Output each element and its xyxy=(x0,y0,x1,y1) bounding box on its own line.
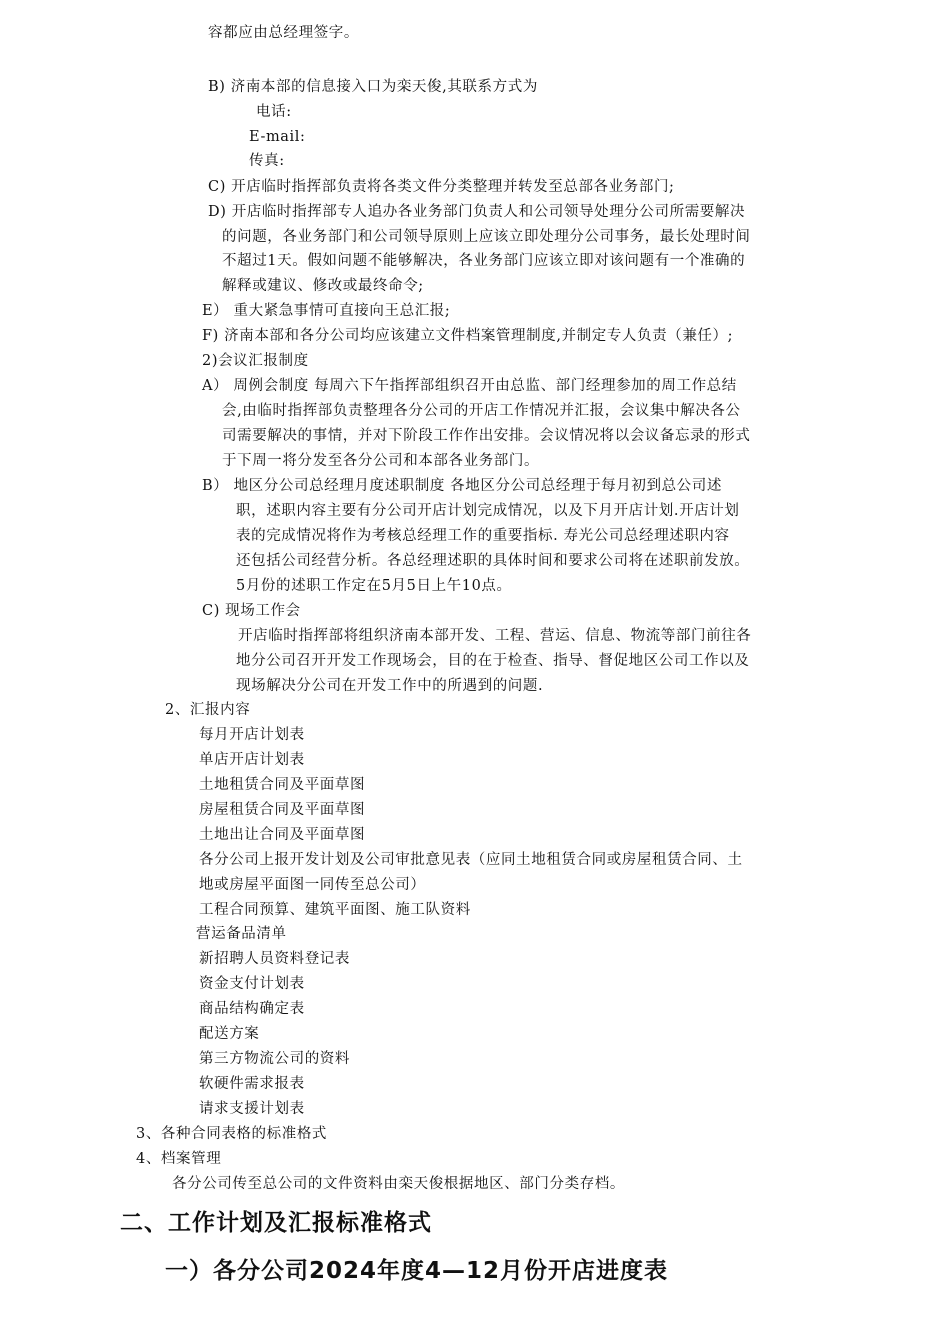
text-line: 2)会议汇报制度 xyxy=(202,353,309,369)
text-line: 4、档案管理 xyxy=(136,1151,222,1167)
text-line: C) 开店临时指挥部负责将各类文件分类整理并转发至总部各业务部门; xyxy=(208,179,675,195)
text-line: 单店开店计划表 xyxy=(199,752,305,768)
text-line: E） 重大紧急事情可直接向王总汇报; xyxy=(202,303,451,319)
text-line: 土地租赁合同及平面草图 xyxy=(199,777,366,793)
text-line: 还包括公司经营分析。各总经理述职的具体时间和要求公司将在述职前发放。 xyxy=(236,553,750,569)
text-line: 土地出让合同及平面草图 xyxy=(199,827,366,843)
text-line: F) 济南本部和各分公司均应该建立文件档案管理制度,并制定专人负责（兼任）; xyxy=(202,328,734,344)
text-line: 营运备品清单 xyxy=(196,926,287,942)
text-line: 地或房屋平面图一同传至总公司） xyxy=(199,877,426,893)
text-line: 解释或建议、修改或最终命令; xyxy=(222,278,424,294)
text-line: 容都应由总经理签字。 xyxy=(208,25,359,41)
text-line: 地分公司召开开发工作现场会，目的在于检查、指导、督促地区公司工作以及 xyxy=(236,653,750,669)
text-line: B) 济南本部的信息接入口为栾天俊,其联系方式为 xyxy=(208,79,538,95)
text-line: 不超过1天。假如问题不能够解决，各业务部门应该立即对该问题有一个准确的 xyxy=(222,253,746,269)
text-line: 工程合同预算、建筑平面图、施工队资料 xyxy=(199,902,471,918)
text-line: 软硬件需求报表 xyxy=(199,1076,305,1092)
text-line: D) 开店临时指挥部专人追办各业务部门负责人和公司领导处理分公司所需要解决 xyxy=(208,204,746,220)
text-line: 2、汇报内容 xyxy=(165,702,251,718)
text-line: B） 地区分公司总经理月度述职制度 各地区分公司总经理于每月初到总公司述 xyxy=(202,478,722,494)
text-line: 开店临时指挥部将组织济南本部开发、工程、营运、信息、物流等部门前往各 xyxy=(238,628,752,644)
text-line: 每月开店计划表 xyxy=(199,727,305,743)
text-line: 各分公司传至总公司的文件资料由栾天俊根据地区、部门分类存档。 xyxy=(172,1176,625,1192)
text-line: C) 现场工作会 xyxy=(202,603,301,619)
text-line: 现场解决分公司在开发工作中的所遇到的问题. xyxy=(236,678,544,694)
text-line: 职，述职内容主要有分公司开店计划完成情况，以及下月开店计划.开店计划 xyxy=(236,503,740,519)
text-line: 各分公司上报开发计划及公司审批意见表（应同土地租赁合同或房屋租赁合同、土 xyxy=(199,852,743,868)
text-line: 配送方案 xyxy=(199,1026,260,1042)
text-line: 5月份的述职工作定在5月5日上午10点。 xyxy=(236,578,512,594)
section-heading: 二、工作计划及汇报标准格式 xyxy=(120,1210,432,1236)
subsection-heading: 一）各分公司2024年度4—12月份开店进度表 xyxy=(165,1258,669,1284)
text-line: A） 周例会制度 每周六下午指挥部组织召开由总监、部门经理参加的周工作总结 xyxy=(202,378,737,394)
text-line: 新招聘人员资料登记表 xyxy=(199,951,350,967)
text-line: 于下周一将分发至各分公司和本部各业务部门。 xyxy=(222,453,540,469)
text-line: 房屋租赁合同及平面草图 xyxy=(199,802,366,818)
text-line: 请求支援计划表 xyxy=(199,1101,305,1117)
text-line: 资金支付计划表 xyxy=(199,976,305,992)
text-line: 司需要解决的事情，并对下阶段工作作出安排。会议情况将以会议备忘录的形式 xyxy=(222,428,751,444)
text-line: 3、各种合同表格的标准格式 xyxy=(136,1126,328,1142)
text-line: 电话: xyxy=(256,104,292,120)
text-line: 商品结构确定表 xyxy=(199,1001,305,1017)
text-line: E-mail: xyxy=(249,129,306,145)
text-line: 传真: xyxy=(249,153,285,169)
text-line: 表的完成情况将作为考核总经理工作的重要指标. 寿光公司总经理述职内容 xyxy=(236,528,730,544)
text-line: 的问题，各业务部门和公司领导原则上应该立即处理分公司事务，最长处理时间 xyxy=(222,229,751,245)
text-line: 第三方物流公司的资料 xyxy=(199,1051,350,1067)
text-line: 会,由临时指挥部负责整理各分公司的开店工作情况并汇报，会议集中解决各公 xyxy=(222,403,741,419)
